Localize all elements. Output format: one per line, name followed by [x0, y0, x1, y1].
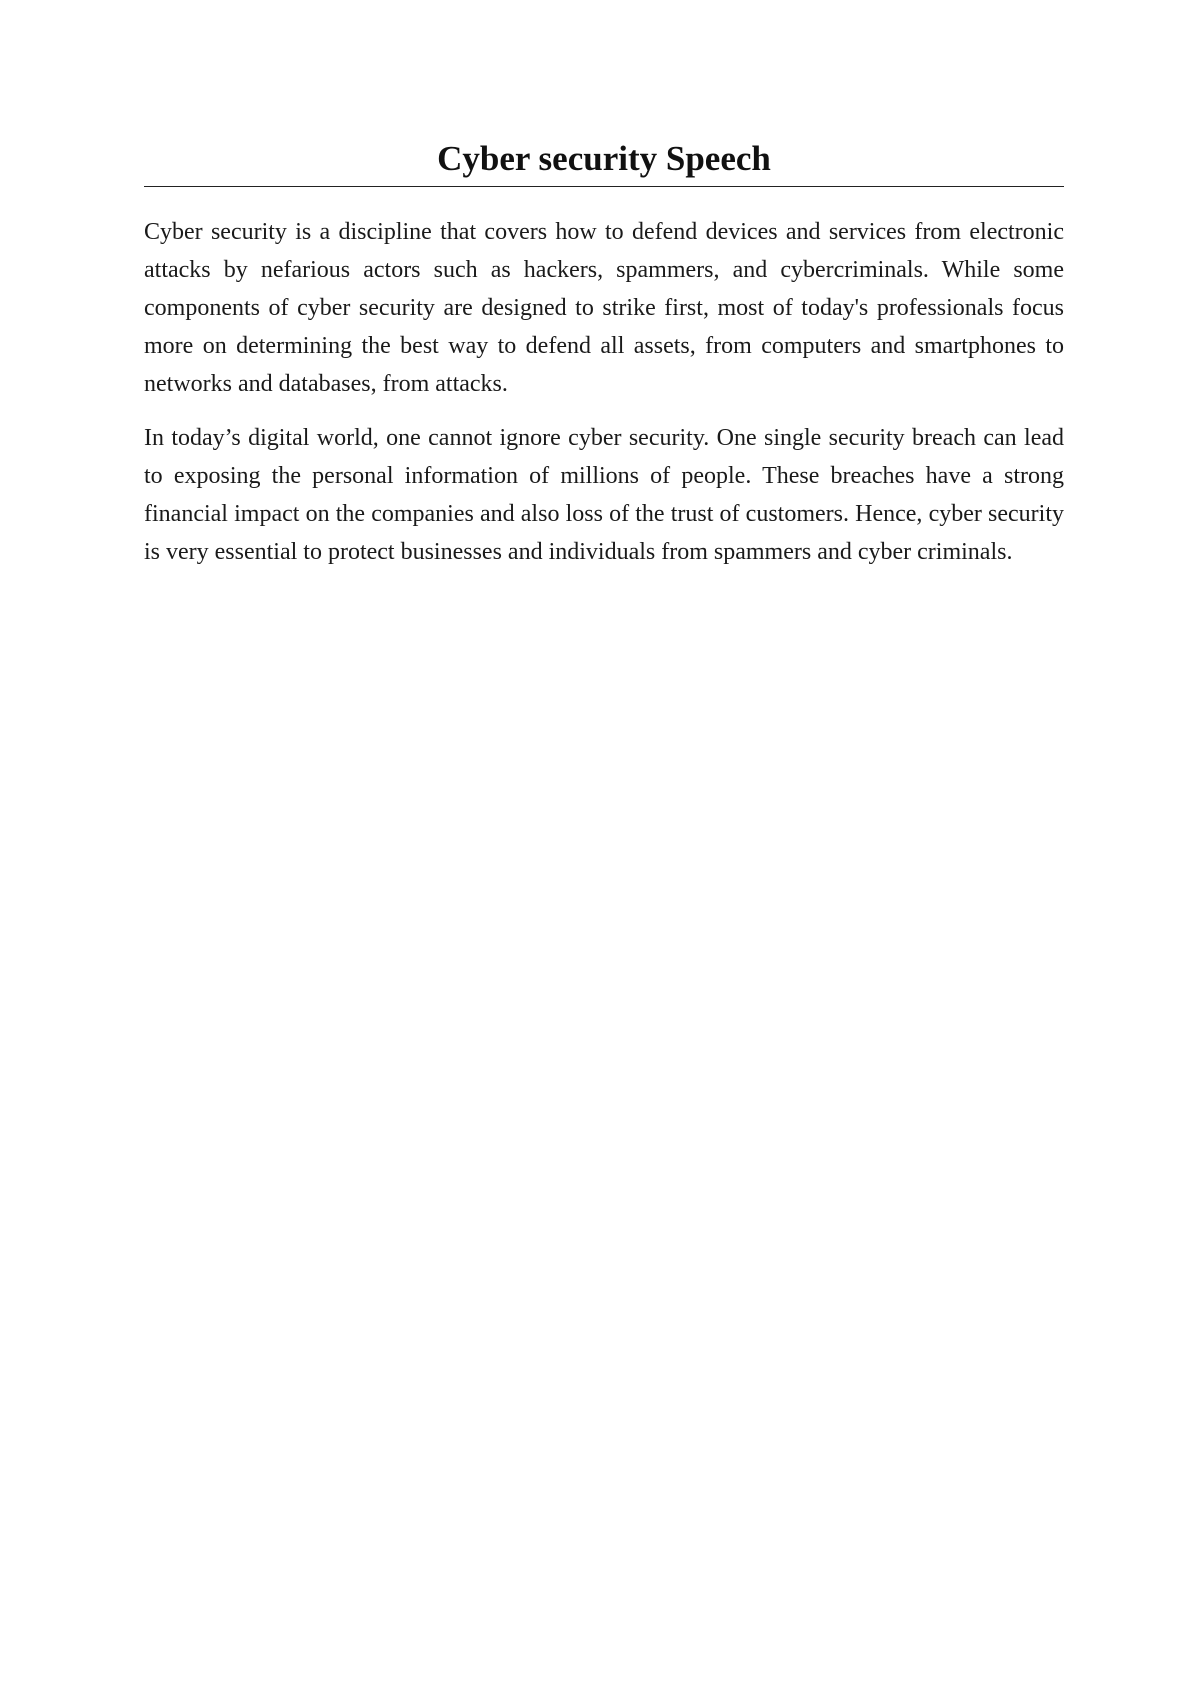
paragraph-2: In today’s digital world, one cannot ignore cyber security. One single security breach can lead to exposing the personal information of millions of people. These breaches have a strong financial impact on the companies and also loss of the trust of customers. Hence, cyber security is very essential to protect businesses and individuals from spammers and cyber criminals.: [144, 425, 1064, 565]
paragraph-1: Cyber security is a discipline that covers how to defend devices and services from electronic attacks by nefarious actors such as hackers, spammers, and cybercriminals. While some components of cyber security are designed to strike first, most of today's professionals focus more on determining the best way to defend all assets, from computers and smartphones to networks and databases, from attacks.: [144, 219, 1064, 397]
document-content: [144, 138, 1064, 587]
page-title: Cyber security Speech: [437, 139, 771, 178]
title-underline-divider: [144, 186, 1064, 187]
